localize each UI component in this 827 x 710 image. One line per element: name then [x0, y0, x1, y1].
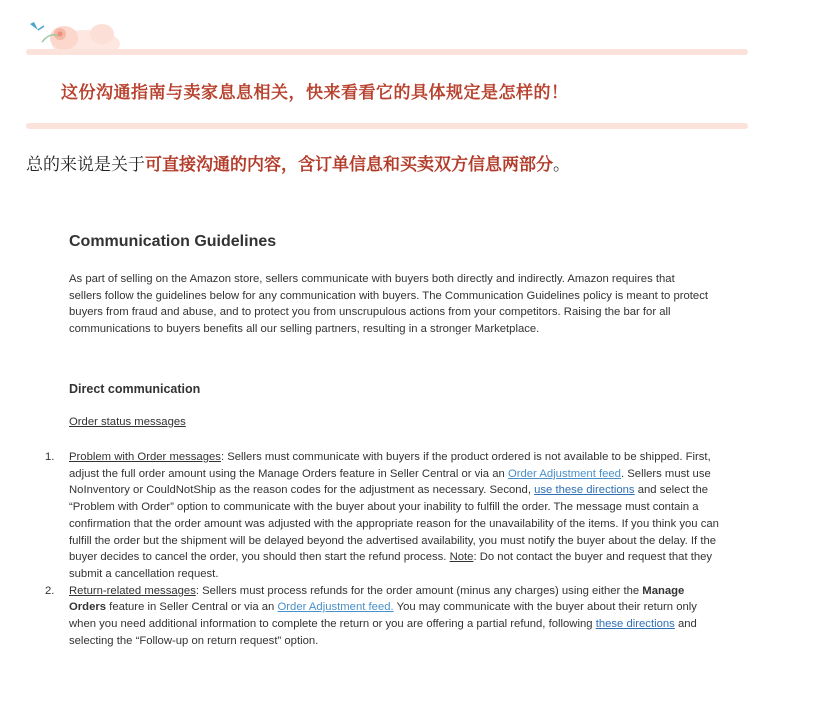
list-item-text: . Sellers must use NoInventory or CouldNotShip as the reason codes for the adjustment as necessary. Second,	[69, 467, 711, 497]
list-item-text: and select the “Problem with Order” option to communicate with the buyer about your inability to fulfill the order. The message must contain a confirmation that the order amount was adjusted with the appropriate reason for the unavailability of the items. If you think you can fulfill the order but the shipment will be delayed beyond the advertised availability, you must notify the buyer about the delay. If the buyer decides to cancel the order, you should then start the refund process.	[69, 484, 719, 564]
note-label: Note	[449, 551, 474, 564]
summary-end: 。	[553, 155, 570, 175]
list-item-number: 2.	[45, 584, 55, 597]
manage-orders-bold: Manage Orders	[69, 584, 685, 614]
bottom-divider-band	[26, 123, 748, 129]
doc-title: Communication Guidelines	[69, 233, 277, 250]
doc-numbered-list	[40, 449, 720, 649]
list-item-text: : Sellers must communicate with buyers if the product ordered is not available to be shipped. First, adjust the full order amount using the Manage Orders feature in Seller Central or via an	[69, 451, 711, 480]
these-directions-link[interactable]: these directions	[595, 618, 675, 631]
order-adjustment-feed-link[interactable]: Order Adjustment feed.	[277, 601, 394, 614]
use-these-directions-link[interactable]: use these directions	[534, 484, 635, 497]
order-adjustment-feed-link[interactable]: Order Adjustment feed	[507, 467, 621, 480]
doc-intro: As part of selling on the Amazon store, sellers communicate with buyers both directly and indirectly. Amazon requires that sellers follow the guidelines below for any communication with buyers. The Communication Guidelines policy is meant to protect buyers from fraud and abuse, and to protect you from unscrupulous actions from your competitors. Raising the bar for all communications to buyers benefits all our selling partners, resulting in a stronger Marketplace.	[69, 273, 709, 336]
doc-section-heading: Direct communication	[69, 382, 201, 396]
summary-line	[26, 150, 570, 175]
list-item-label: Return-related messages	[69, 584, 196, 597]
list-item-text: feature in Seller Central or via an	[106, 601, 278, 614]
summary-lead: 总的来说是关于	[26, 155, 145, 175]
top-divider-band	[26, 49, 748, 55]
headline: 这份沟通指南与卖家息息相关，快来看看它的具体规定是怎样的！	[61, 83, 569, 103]
list-item	[40, 449, 720, 583]
floral-ornament-icon	[24, 14, 124, 54]
list-item-number: 1.	[45, 451, 55, 463]
list-item-text: : Sellers must process refunds for the order amount (minus any charges) using either the	[195, 584, 643, 597]
list-item	[40, 583, 720, 650]
doc-subsection-heading: Order status messages	[69, 416, 186, 428]
summary-highlight: 可直接沟通的内容，含订单信息和买卖双方信息两部分	[145, 155, 553, 175]
list-item-text: and selecting the “Follow-up on return request” option.	[69, 618, 697, 647]
list-item-text: You may communicate with the buyer about their return only when you need additional information to complete the return or you are offering a partial refund, following	[69, 601, 697, 631]
list-item-label: Problem with Order messages	[69, 451, 221, 463]
list-item-text: : Do not contact the buyer and request that they submit a cancellation request.	[69, 551, 713, 580]
